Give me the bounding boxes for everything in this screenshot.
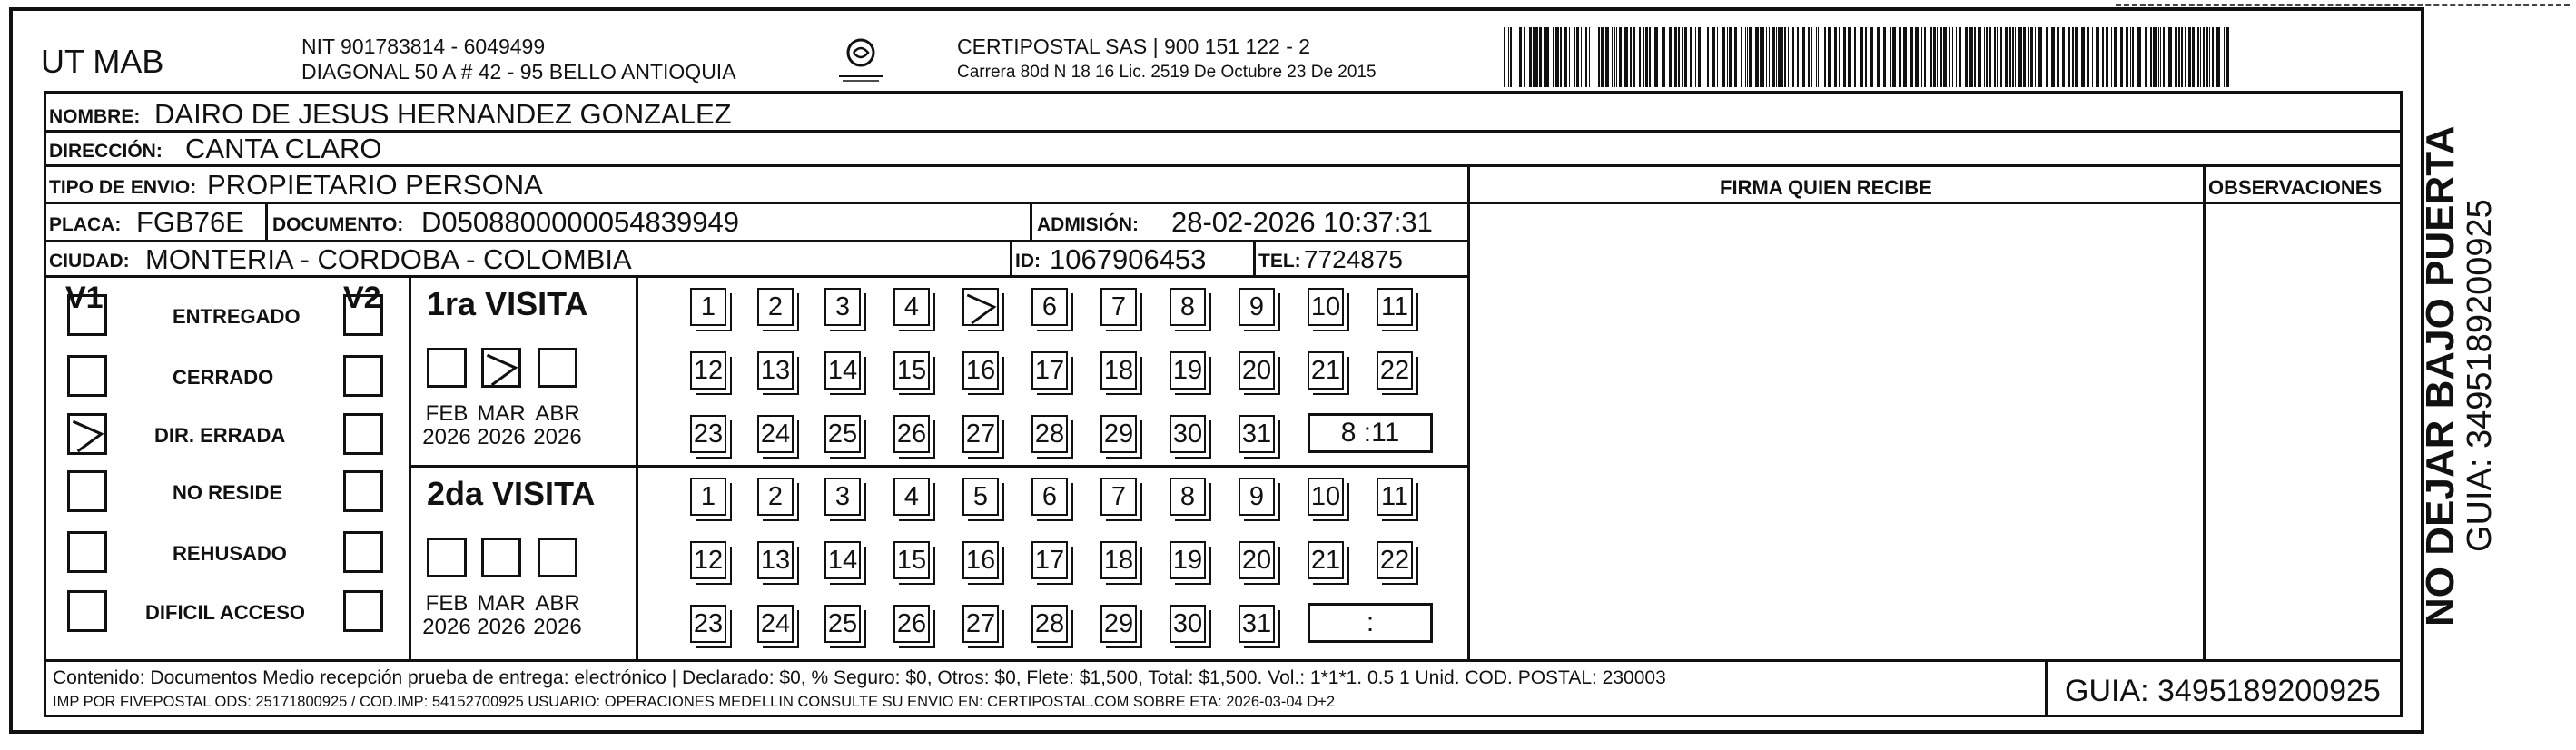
day-box[interactable]: 25 (824, 605, 861, 643)
barcode-icon (1504, 27, 2230, 87)
day-box[interactable]: 29 (1100, 415, 1137, 453)
day-box[interactable]: 13 (757, 351, 794, 390)
v1-header: V1 (65, 281, 104, 315)
tel-value: 7724875 (1304, 245, 1404, 273)
day-box[interactable]: 31 (1239, 415, 1275, 453)
side-guia: GUIA: 3495189200925 (2461, 199, 2499, 552)
ciudad-label: CIUDAD: (49, 251, 130, 271)
placa-value: FGB76E (136, 206, 244, 238)
nombre-label: NOMBRE: (49, 106, 141, 127)
month-checkbox[interactable] (427, 348, 467, 388)
admision-value: 28-02-2026 10:37:31 (1171, 206, 1433, 238)
day-box[interactable]: 1 (690, 478, 726, 516)
status-checkbox-v2[interactable] (343, 470, 383, 512)
day-box[interactable]: 8 (1170, 478, 1206, 516)
day-box[interactable]: 24 (757, 415, 794, 453)
visit-time[interactable]: : (1308, 603, 1433, 643)
day-box[interactable]: 24 (757, 605, 794, 643)
visit-divider (409, 465, 1469, 468)
day-box[interactable]: 4 (893, 288, 930, 326)
status-label: REHUSADO (173, 542, 287, 565)
status-checkbox-v1[interactable] (67, 531, 107, 573)
day-box[interactable]: 14 (824, 351, 861, 390)
day-box[interactable]: 10 (1308, 478, 1344, 516)
col-line-firma (1467, 164, 1470, 660)
status-checkbox-v2[interactable] (343, 590, 383, 632)
row-line (44, 164, 2403, 167)
footer-guia: GUIA: 3495189200925 (2065, 674, 2381, 708)
row-line (44, 202, 2403, 204)
day-box[interactable]: 30 (1170, 605, 1206, 643)
day-box[interactable]: 29 (1100, 605, 1137, 643)
day-box[interactable]: 11 (1377, 288, 1413, 326)
day-box[interactable]: 5 (962, 478, 999, 516)
day-box[interactable]: 28 (1031, 605, 1068, 643)
day-box[interactable]: 22 (1377, 351, 1413, 390)
visit-title: 1ra VISITA (427, 285, 588, 322)
row-line (44, 275, 1469, 278)
day-box[interactable]: 7 (1100, 478, 1137, 516)
col-line (409, 275, 411, 660)
day-box[interactable]: 7 (1100, 288, 1137, 326)
documento-label: DOCUMENTO: (272, 214, 404, 235)
v2-header: V2 (343, 281, 381, 315)
day-box[interactable]: 9 (1239, 478, 1275, 516)
imp-line: IMP POR FIVEPOSTAL ODS: 25171800925 / COD.IMP: 54152700925 USUARIO: OPERACIONES MEDELLIN CONSULTE SU ENVIO EN: CERTIPOSTAL.COM SOBRE ETA: 2026-03-04 D+2 (53, 694, 1336, 710)
col-line (1010, 240, 1012, 275)
tel-label: TEL: (1258, 251, 1301, 271)
col-line (1253, 240, 1256, 275)
col-line-obs (2203, 164, 2206, 660)
month-checkbox[interactable] (427, 538, 467, 577)
day-box[interactable]: 12 (690, 541, 726, 579)
day-box[interactable]: 18 (1100, 351, 1137, 390)
status-label: CERRADO (173, 366, 274, 389)
col-line (1030, 202, 1032, 240)
day-box[interactable]: 6 (1031, 288, 1068, 326)
day-box[interactable]: 21 (1308, 541, 1344, 579)
day-box[interactable]: 3 (824, 478, 861, 516)
day-box[interactable]: 10 (1308, 288, 1344, 326)
carrier-name: CERTIPOSTAL SAS | 900 151 122 - 2 (957, 35, 1311, 58)
month-label: FEB 2026 (422, 401, 471, 450)
day-box[interactable]: 14 (824, 541, 861, 579)
day-box[interactable]: 2 (757, 478, 794, 516)
observaciones-header: OBSERVACIONES (2208, 176, 2383, 199)
day-box[interactable]: 17 (1031, 351, 1068, 390)
day-box[interactable]: 13 (757, 541, 794, 579)
day-box[interactable]: 23 (690, 605, 726, 643)
visit-title: 2da VISITA (427, 475, 596, 512)
day-box[interactable]: 3 (824, 288, 861, 326)
day-box[interactable]: 19 (1170, 541, 1206, 579)
day-box[interactable]: 8 (1170, 288, 1206, 326)
col-line-guia (2045, 659, 2048, 717)
status-checkbox-v1[interactable] (67, 294, 107, 336)
day-box[interactable]: 15 (893, 541, 930, 579)
tipo-envio-label: TIPO DE ENVIO: (49, 177, 197, 198)
admision-label: ADMISIÓN: (1037, 214, 1139, 235)
sender-name: UT MAB (41, 43, 164, 80)
status-label: DIR. ERRADA (154, 424, 286, 447)
direccion-value: CANTA CLARO (185, 133, 382, 164)
carrier-license: Carrera 80d N 18 16 Lic. 2519 De Octubre 23 De 2015 (957, 63, 1377, 82)
day-box[interactable]: 6 (1031, 478, 1068, 516)
day-box[interactable]: 1 (690, 288, 726, 326)
direccion-label: DIRECCIÓN: (49, 141, 163, 162)
month-label: MAR 2026 (477, 401, 526, 450)
day-box[interactable]: 12 (690, 351, 726, 390)
day-box[interactable]: 4 (893, 478, 930, 516)
nombre-value: DAIRO DE JESUS HERNANDEZ GONZALEZ (154, 98, 732, 130)
day-box[interactable]: 31 (1239, 605, 1275, 643)
tipo-envio-value: PROPIETARIO PERSONA (207, 169, 543, 201)
day-box[interactable]: 9 (1239, 288, 1275, 326)
day-box[interactable]: 15 (893, 351, 930, 390)
no-dejar-warning: NO DEJAR BAJO PUERTA (2418, 125, 2462, 627)
row-line (44, 130, 2403, 133)
day-box[interactable]: 11 (1377, 478, 1413, 516)
day-box[interactable] (962, 288, 999, 326)
day-box[interactable]: 18 (1100, 541, 1137, 579)
status-checkbox-v2[interactable] (343, 294, 383, 336)
month-label: ABR 2026 (533, 591, 582, 640)
placa-label: PLACA: (49, 214, 122, 235)
day-box[interactable]: 16 (962, 541, 999, 579)
month-checkbox[interactable] (481, 348, 521, 388)
col-line (636, 275, 638, 660)
day-box[interactable]: 19 (1170, 351, 1206, 390)
day-box[interactable]: 25 (824, 415, 861, 453)
visit-time[interactable]: 8 :11 (1308, 413, 1433, 453)
month-checkbox[interactable] (538, 348, 577, 388)
ciudad-value: MONTERIA - CORDOBA - COLOMBIA (145, 243, 632, 275)
day-box[interactable]: 27 (962, 415, 999, 453)
day-box[interactable]: 27 (962, 605, 999, 643)
month-checkbox[interactable] (538, 538, 577, 577)
status-checkbox-v1[interactable] (67, 590, 107, 632)
month-checkbox[interactable] (481, 538, 521, 577)
id-value: 1067906453 (1050, 243, 1207, 275)
status-label: ENTREGADO (173, 305, 301, 328)
day-box[interactable]: 17 (1031, 541, 1068, 579)
contenido-line: Contenido: Documentos Medio recepción prueba de entrega: electrónico | Declarado: $0, % Seguro: $0, Otros: $0, Flete: $1,500, Total: $1,500. Vol.: 1*1*1. 0.5 1 Unid. COD. POSTAL: 230003 (53, 667, 1666, 688)
status-checkbox-v2[interactable] (343, 355, 383, 397)
sender-address: DIAGONAL 50 A # 42 - 95 BELLO ANTIOQUIA (301, 60, 736, 84)
day-box[interactable]: 26 (893, 415, 930, 453)
top-edge-dash (2116, 4, 2570, 6)
firma-header: FIRMA QUIEN RECIBE (1720, 176, 1932, 199)
day-box[interactable]: 16 (962, 351, 999, 390)
status-label: DIFICIL ACCESO (145, 601, 306, 624)
month-label: ABR 2026 (533, 401, 582, 450)
status-checkbox-v2[interactable] (343, 413, 383, 455)
day-box[interactable]: 28 (1031, 415, 1068, 453)
row-line (44, 659, 2403, 662)
id-label: ID: (1015, 251, 1041, 271)
day-box[interactable]: 2 (757, 288, 794, 326)
status-checkbox-v1[interactable] (67, 355, 107, 397)
documento-value: D0508800000054839949 (421, 206, 739, 238)
day-box[interactable]: 20 (1239, 541, 1275, 579)
day-box[interactable]: 30 (1170, 415, 1206, 453)
status-label: NO RESIDE (173, 481, 283, 504)
certipostal-logo (834, 35, 888, 85)
col-line (265, 202, 268, 240)
month-label: FEB 2026 (422, 591, 471, 640)
day-box[interactable]: 26 (893, 605, 930, 643)
day-box[interactable]: 23 (690, 415, 726, 453)
day-box[interactable]: 21 (1308, 351, 1344, 390)
status-checkbox-v2[interactable] (343, 531, 383, 573)
month-label: MAR 2026 (477, 591, 526, 640)
day-box[interactable]: 22 (1377, 541, 1413, 579)
status-checkbox-v1[interactable] (67, 413, 107, 455)
day-box[interactable]: 20 (1239, 351, 1275, 390)
sender-nit: NIT 901783814 - 6049499 (301, 35, 546, 58)
status-checkbox-v1[interactable] (67, 470, 107, 512)
